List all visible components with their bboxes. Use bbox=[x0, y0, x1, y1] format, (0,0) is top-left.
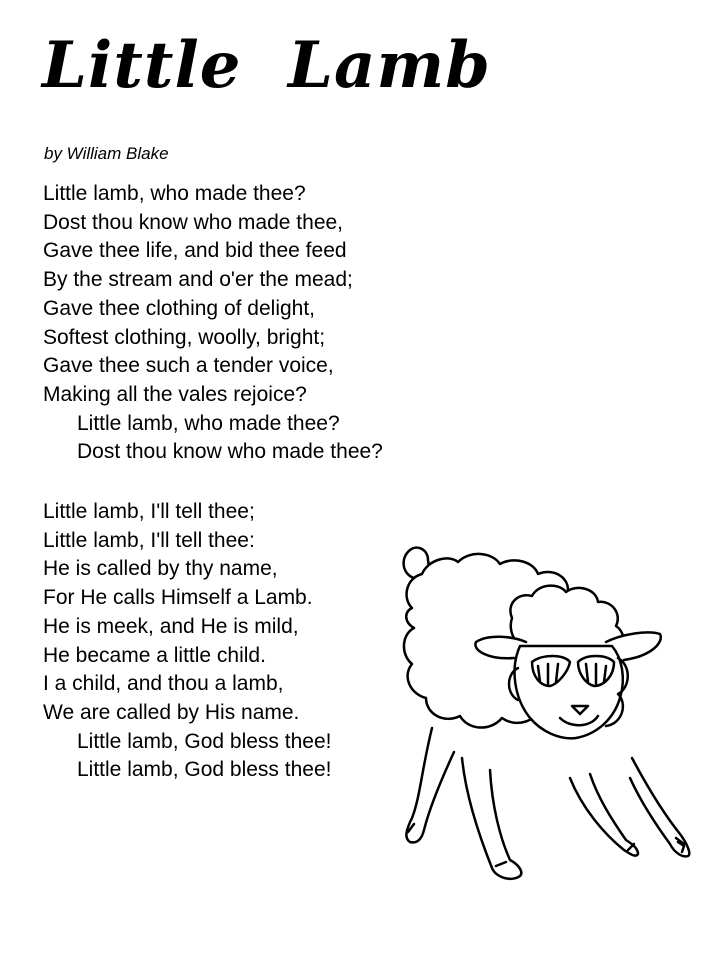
poem-line: By the stream and o'er the mead; bbox=[43, 268, 353, 292]
poem-line: Making all the vales rejoice? bbox=[43, 382, 307, 406]
poem-refrain-line: Little lamb, who made thee? bbox=[77, 411, 340, 435]
poem-refrain-line: Little lamb, God bless thee! bbox=[77, 758, 332, 782]
poem-line: He is called by thy name, bbox=[43, 557, 278, 581]
poem-line: Little lamb, I'll tell thee: bbox=[43, 528, 255, 552]
poem-line: Little lamb, who made thee? bbox=[43, 182, 306, 205]
lamb-illustration-icon bbox=[392, 538, 702, 898]
poem-refrain-line: Little lamb, God bless thee! bbox=[77, 729, 332, 753]
poem-line: Softest clothing, woolly, bright; bbox=[43, 325, 326, 349]
poem-line: I a child, and thou a lamb, bbox=[43, 672, 284, 696]
stanza-2 bbox=[43, 498, 331, 785]
poem-refrain-line: Dost thou know who made thee? bbox=[77, 440, 383, 464]
poem-line: He became a little child. bbox=[43, 643, 266, 667]
stanza-1 bbox=[43, 180, 383, 467]
poem-line: Dost thou know who made thee, bbox=[43, 210, 344, 234]
poem-line: Little lamb, I'll tell thee; bbox=[43, 500, 255, 523]
poem-title: Little Lamb bbox=[42, 28, 491, 103]
poem-line: Gave thee clothing of delight, bbox=[43, 296, 316, 320]
poem-line: Gave thee life, and bid thee feed bbox=[43, 239, 347, 263]
poem-line: Gave thee such a tender voice, bbox=[43, 354, 334, 378]
poem-line: He is meek, and He is mild, bbox=[43, 614, 299, 638]
poem-line: We are called by His name. bbox=[43, 700, 300, 724]
poem-author: by William Blake bbox=[44, 144, 169, 163]
poem-line: For He calls Himself a Lamb. bbox=[43, 586, 313, 610]
